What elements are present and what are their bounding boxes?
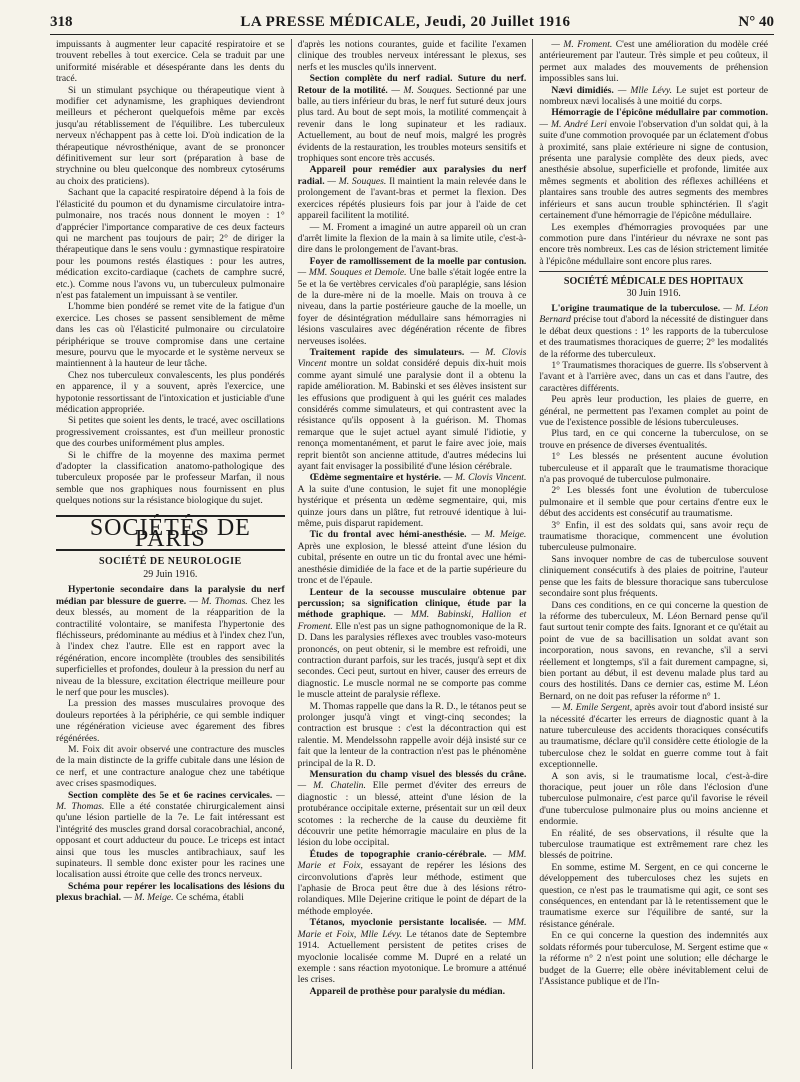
article-author: — M. Meige. [471, 529, 527, 541]
article-text: précise tout d'abord la nécessité de distinguer dans le débat deux questions : 1° les rapports de la tuberculose et des traumatismes thoraciques de guerre; 2° les modalités de la réforme des tuberculeux. [539, 314, 769, 360]
article-text: Chez les deux blessés, au moment de la réapparition de la contractilité volontaire, se manifesta l'hypertonie des fléchisseurs, prédominante au médius et à l'index chez l'un, à l'index chez l'autre. Elle est en rapport avec la régénération, encore incomplète (troubles des sensibilités superficielles et profondes, douleur à la pression du nerf au niveau de la blessure, excitation électrique meilleure pour le nerf que pour les muscles). [56, 595, 285, 698]
session-date: 29 Juin 1916. [143, 568, 198, 580]
page-header [50, 14, 774, 35]
article-title: Lenteur de la secousse musculaire obtenue par percussion; sa signification clinique, étude par la méthode graphique. [297, 586, 527, 621]
article-author: — M. Clovis Vincent [297, 346, 527, 370]
article-title: Tic du frontal avec hémi-anesthésie. [309, 529, 467, 541]
paragraph: Si un stimulant psychique ou thérapeutique vient à modifier cet adynamisme, les graphiques deviendront meilleurs et pécheront quelquefois même par excès jusqu'au rétablissement de l'équilibre. Les tuberculeux nerveux n'échappent pas à cette loi. D'où indication de la thérapeutique névrosthénique, avant de se prononcer définitivement sur leur sort (préparation à base de strychnine ou bleu quelconque des nombreux cytosérums au choix des praticiens). [56, 84, 285, 187]
paragraph: Dans ces conditions, en ce qui concerne la question de la réforme des tuberculeux, M. Léon Bernard pense qu'il faut surtout tenir compte des faits. Ignorant et ce qu'était au point de vue de sa bacillisation un soldat avant son incorporation, nous savons, en revanche, s'il a servi réellement et longtemps, s'il a fait durement campagne, si, bien portant au début, il est devenu malade plus tard au cours des hostilités. Dans ce dernier cas, estime M. Léon Bernard, on ne doit pas refuser la réforme n° 1. [539, 599, 769, 702]
article-title: Œdème segmentaire et hystérie. [309, 472, 442, 484]
paragraph: Sachant que la capacité respiratoire dépend à la fois de l'élasticité du poumon et du dynamisme circulatoire intra-pulmonaire, nos tracés nous donnent le moyen : 1° d'apprécier l'importance comparative de ces deux facteurs qui ne marchent pas toujours de pair; 2° de diriger la thérapeutique dans le sens voulu : gymnastique respiratoire pour les poumons restés élastiques : pour les autres, médication excito-cardiaque (cachets de camphre sucré, etc.). Comme nous l'avons vu, un tuberculeux pulmonaire n'est pas fatalement un impuissant à se ventiler. [56, 187, 285, 301]
paragraph: impuissants à augmenter leur capacité respiratoire et se trouvent rebelles à tout exercice. Cela se traduit par une uniformité misérable et désespérante dans les dents du tracé. [56, 39, 285, 85]
article-title: Appareil pour remédier aux paralysies du nerf radial. [297, 164, 527, 187]
paragraph: La pression des masses musculaires provoque des douleurs reportées à la périphérie, ce qui semble indiquer une régénération vicieuse avec égarement des fibres régénérées. [56, 698, 285, 744]
article-author: — M. Clovis Vincent. [443, 472, 527, 484]
article-title: Traitement rapide des simulateurs. [309, 346, 465, 358]
article-author: — M. Souques. [327, 175, 387, 187]
article-text: Il maintient la main relevée dans le prolongement de l'avant-bras et permet la flexion. Des exercices répétés plusieurs fois par jour à l'aide de cet appareil facilitent la motilité. [297, 175, 527, 222]
paragraph: d'après les notions courantes, guide et facilite l'examen clinique des troubles nerveux intéressant le plexus, ses nerfs et les muscles qu'ils innervent. [297, 39, 527, 73]
paragraph: Si petites que soient les dents, le tracé, avec oscillations progressivement croissantes, est d'un meilleur pronostic que des courbes uniformément plus amples. [56, 415, 285, 450]
paragraph: Si le chiffre de la moyenne des maxima permet d'adopter la classification anatomo-pathologique des tuberculeux proposée par le professeur Marfan, il nous semble que nos graphiques nous fournissent en plus quelques notions sur la résistance biologique du sujet. [56, 449, 285, 507]
article-author: — M. Chatelin. [297, 780, 366, 792]
paragraph: 1° Les blessés ne présentent aucune évolution tuberculeuse et il apparaît que le traumatisme thoracique n'a pas provoqué de tuberculose pulmonaire. [539, 451, 769, 486]
article-author: — M. Froment. [551, 39, 613, 50]
article-text: Sectionné par une balle, au tiers inférieur du bras, le nerf fut suturé deux jours plus tard. Au bout de sept mois, la motilité commençait à revenir dans le long supinateur et les radiaux. Actuellement, au bout de neuf mois, malgré les progrès évidents de la restauration, les troubles moteurs sensitifs et trophiques sont encore très accusés. [297, 84, 527, 165]
article-text: Elle permet d'éviter des erreurs de diagnostic : un blessé, atteint d'une lésion de la protubérance occipitale externe, présentait sur un œil deux scotomes : la recherche de la cause du deuxième fit découvrir une petite hémorragie maculaire en plus de la lésion du lobe occipital. [297, 780, 527, 849]
paragraph: En réalité, de ses observations, il résulte que la tuberculose traumatique est extrêmement rare chez les blessés de poitrine. [539, 827, 769, 862]
article-author: — MM. Souques et Demole. [297, 267, 407, 279]
paragraph: M. Foix dit avoir observé une contracture des muscles de la main distincte de la griffe cubitale dans une lésion de ce nerf, et une contracture analogue chez une tabétique avec crises spasmodiques. [56, 743, 285, 790]
session-date: 30 Juin 1916. [626, 287, 681, 299]
columns [50, 39, 774, 1069]
article-text: Une balle s'était logée entre la 5e et la 6e vertèbres cervicales d'où paraplégie, sans lésion de la dure-mère ni de la moelle. Mais on trouva à ce niveau, dans la partie postérieure gauche de la moelle, un foyer de désintégration médullaire sans hémorragies ni lésions vasculaires avec dégénération récente de fibres nerveuses isolées. [297, 267, 527, 347]
section-title: SOCIÉTÉS DE PARIS [56, 515, 285, 552]
article-author: — M. André Leri [539, 118, 607, 130]
article-text: essayant de repérer les lésions des circonvolutions d'après leur méthode, estiment que l'aphasie de Broca peut être due à des lésions rétro-rolandiques. Mlle Dejerine critique le point de départ de la méthode employée. [297, 860, 527, 917]
article-text: Le tétanos date de Septembre 1914. Actuellement persistent de petites crises de myoclonie localisée comme M. Dupré en a relaté un exemple : sans réaction myotonique. Le bromure a atténué les crises. [297, 928, 527, 986]
society-name: SOCIÉTÉ MÉDICALE DES HOPITAUX [539, 271, 768, 287]
article-title: Hypertonie secondaire dans la paralysie du nerf médian par blessure de guerre. [56, 584, 285, 607]
article-author: — Mlle Lévy. [617, 84, 673, 96]
article-title: Foyer de ramollissement de la moelle par contusion. [309, 255, 527, 267]
paragraph: A son avis, si le traumatisme local, c'est-à-dire thoracique, peut jouer un rôle dans l'éclosion d'une tuberculose pulmonaire, c'est parce qu'il favorise le réveil d'une tuberculose pulmonaire plus ou moins ancienne et endormie. [539, 770, 769, 828]
paragraph: Les exemples d'hémorragies provoquées par une commotion pure dans l'intérieur du névraxe ne sont pas encore très nombreux. Les cas de lésion strictement limitée à l'épicône médullaire sont encore plus rares. [539, 221, 769, 267]
article-title: L'origine traumatique de la tuberculose. [551, 302, 721, 314]
article-text: A la suite d'une contusion, le sujet fit une monoplégie hystérique et présenta un œdème segmentaire, qui, mis quinze jours dans un plâtre, fut retrouvé identique à lui-même, puis disparut rapidement. [297, 483, 527, 530]
article-text: Le sujet est porteur de nombreux nævi localisés à une moitié du corps. [539, 84, 769, 108]
article-title: Schéma pour repérer les localisations des lésions du plexus brachial. [56, 880, 285, 904]
page-number: 318 [50, 14, 73, 30]
article-title: Appareil de prothèse pour paralysie du médian. [309, 985, 506, 997]
article-author: — M. Thomas. [189, 595, 248, 607]
article-title: Tétanos, myoclonie persistante localisée. [309, 917, 487, 929]
paragraph: M. Thomas rappelle que dans la R. D., le tétanos peut se prolonger jusqu'à vingt et vingt-cinq secondes; la contraction est brusque : c'est la décontraction qui est ralentie. M. Mendelssohn rappelle avoir déjà insisté sur ce fait que la lenteur de la contraction n'est pas le phénomène principal de la R. D. [297, 700, 527, 769]
column-1 [50, 39, 291, 1069]
paragraph: 1° Traumatismes thoraciques de guerre. Ils s'observent à l'avant et à l'arrière avec, dans un cas et dans l'autre, des caractères différents. [539, 359, 769, 394]
article-author: — MM. Babinski, Hallion et Froment. [297, 609, 527, 632]
issue-number: N° 40 [738, 14, 774, 30]
article-text: Après une explosion, le blessé atteint d'une lésion du cubital, présente en outre un tic du frontal avec une hémi-anesthésie dimidiée de la face et de la partie supérieure du tronc et de l'épaule. [297, 540, 527, 587]
paragraph: Sans invoquer nombre de cas de tuberculose souvent cliniquement consécutifs à des plaies de poitrine, l'auteur pense que les faits de blessure thoracique sans tuberculose secondaire sont plus fréquents. [539, 553, 769, 600]
article-title: Section complète du nerf radial. Suture du nerf. Retour de la motilité. [297, 73, 527, 96]
society-name: SOCIÉTÉ DE NEUROLOGIE [98, 556, 242, 568]
article-author: — M. Thomas. [56, 789, 285, 812]
article-text: après avoir tout d'abord insisté sur la nécessité d'écarter les erreurs de diagnostic quant à la nature tuberculeuse des accidents thoraciques consécutifs au traumatisme, déclare qu'il considère cette étiologie de la tuberculose chez le soldat en guerre comme tout à fait exceptionnelle. [539, 702, 769, 771]
article-text: Elle a été constatée chirurgicalement ainsi qu'une lésion partielle de la 7e. Le fait intéressant est l'intégrité des muscles grand dorsal coracobrachial, anconé, opposant et court adducteur du pouce. Le triceps est intact ainsi que tous les muscles antibrachiaux, sauf les supinateurs. Il semble donc exister pour les racines une localisation aussi étroite que celle des troncs nerveux. [56, 801, 285, 881]
article-author: — MM. Marie et Foix, [297, 848, 527, 872]
article-title: Nævi dimidiés. [551, 84, 614, 96]
article-author: — MM. Marie et Foix, Mlle Lévy. [297, 917, 527, 940]
paragraph: En somme, estime M. Sergent, en ce qui concerne le développement des tuberculoses chez les sujets en question, ce n'est pas le traumatisme qui agit, ce sont ses conséquences, en entendant par là le retentissement que le traumatisme exerce sur l'équilibre de santé, sur la résistance générale. [539, 861, 769, 930]
article-author: — M. Souques. [391, 84, 452, 96]
article-title: Section complète des 5e et 6e racines cervicales. [68, 789, 273, 801]
article-author: — M. Meige. [123, 892, 174, 904]
article-text: montre un soldat considéré depuis dix-huit mois comme ayant simulé une paralysie dont il a obtenu la rapide amélioration. M. Babinski et ses élèves insistent sur les effusions que prodiguent à qui les guérit ces malades considérés comme simulateurs, et qui contrastent avec la résistance qu'ils opposent à la guérison. M. Thomas remarque que le sujet actuel ayant simulé l'idiotie, y renonça momentanément, et parut le faire avec joie, mais reprit bientôt son ancienne attitude, d'autres médecins lui ayant fait envisager la possibilité d'une lésion cérébrale. [297, 358, 527, 473]
paragraph: 2° Les blessés font une évolution de tuberculose pulmonaire et il semble que pour certains d'entre eux le début des accidents est consécutif au traumatisme. [539, 485, 769, 520]
article-author: — M. Emile Sergent, [551, 702, 633, 714]
article-text: envoie l'observation d'un soldat qui, à la suite d'une commotion provoquée par un éclatement d'obus à proximité, sans plaie extérieure ni signe de contusion, présenta une paralysie complète des deux pieds, avec anesthésie absolue, superficielle et profonde, limitée aux mêmes segments et abolition des réflexes achilléens et plantaires sans trouble des autres segments des membres inférieurs et sans aucun trouble sphinctérien. Il s'agit certainement d'une hémorragie de l'épicône médullaire. [539, 118, 769, 222]
paragraph: Peu après leur production, les plaies de guerre, en général, ne permettent pas l'examen complet au point de vue de l'existence possible de lésions tuberculeuses. [539, 394, 769, 428]
paragraph: En ce qui concerne la question des indemnités aux soldats réformés pour tuberculose, M. Sergent estime que « la réforme n° 2 n'est point une solution; elle décharge le budget de la Guerre; elle obère inévitablement celui de l'Assistance publique et de l'In- [539, 930, 769, 987]
paragraph: 3° Enfin, il est des soldats qui, sans avoir reçu de traumatisme thoracique, commencent une évolution tuberculeuse pulmonaire. [539, 519, 769, 554]
paragraph: Chez nos tuberculeux convalescents, les plus pondérés en apparence, il y a souvent, après l'exercice, une hypotonie ressortissant de l'intoxication et justiciable d'une médication appropriée. [56, 369, 285, 415]
column-3 [532, 39, 774, 1069]
column-2 [291, 39, 533, 1069]
journal-title: LA PRESSE MÉDICALE, Jeudi, 20 Juillet 1916 [240, 14, 571, 30]
article-title: Études de topographie cranio-cérébrale. [309, 848, 487, 860]
article-text: Elle n'est pas un signe pathognomonique de la R. D. Dans les paralysies réflexes avec troubles vaso-moteurs prononcés, on peut obtenir, si le membre est refroidi, une contraction durant parfois, sur les tracés, jusqu'à sept et dix secondes. Ceci peut, surtout en hiver, causer des erreurs de diagnostic. Le muscle normal ne se comporte pas comme le muscle atteint de paralysie réflexe. [297, 620, 527, 701]
article-text: Ce schéma, établi [175, 892, 244, 904]
paragraph: L'homme bien pondéré se remet vite de la fatigue d'un exercice. Les choses se passent sensiblement de même dans les cas où l'élasticité pulmonaire ou circulatoire périphérique se trouve compromise dans une certaine mesure, pourvu que le myocarde et le système nerveux se maintiennent à la hauteur de leur tâche. [56, 301, 285, 370]
article-author: — M. Léon Bernard [539, 302, 769, 326]
article-title: Hémorragie de l'épicône médullaire par commotion. [551, 107, 769, 119]
article-title: Mensuration du champ visuel des blessés du crâne. [309, 769, 527, 780]
paragraph: Plus tard, en ce qui concerne la tuberculose, on se trouve en présence de diverses éventualités. [539, 428, 769, 451]
paragraph: — M. Froment a imaginé un autre appareil où un cran d'arrêt limite la flexion de la main à sa limite utile, c'est-à-dire dans le prolongement de l'avant-bras. [297, 221, 527, 256]
article-text: C'est une amélioration du modèle créé antérieurement par l'auteur. Très simple et peu coûteux, il permet aux malades des mouvements de préhension impossibles sans lui. [539, 39, 769, 85]
